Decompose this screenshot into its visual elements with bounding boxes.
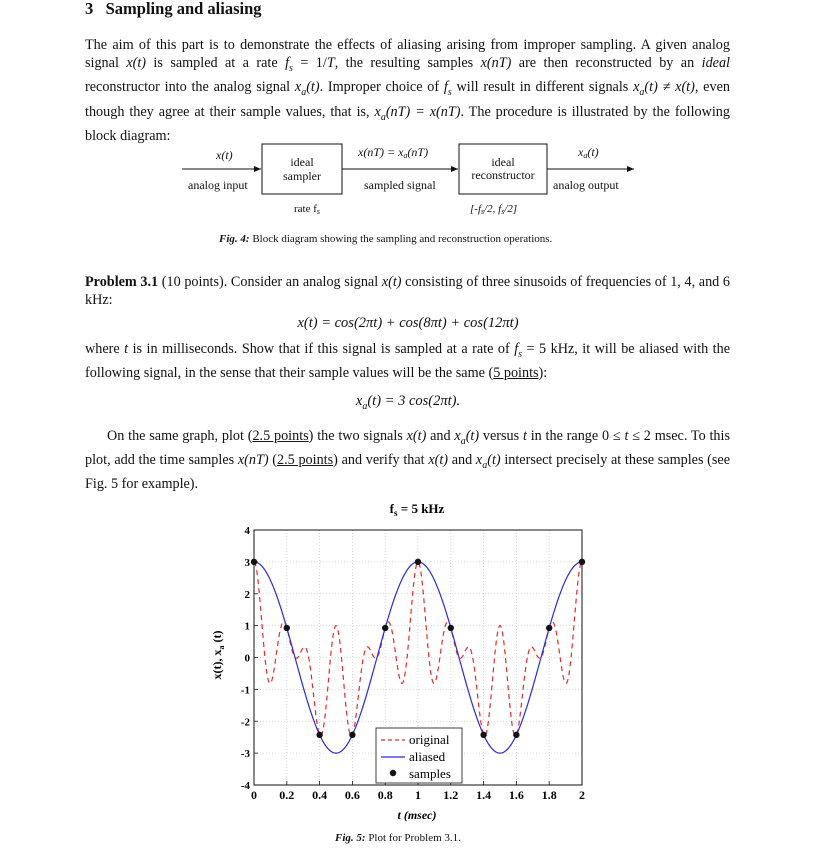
sample-point (546, 625, 552, 631)
aliasing-plot (190, 495, 610, 830)
section-title: Sampling and aliasing (105, 0, 262, 18)
y-tick-label: 2 (244, 588, 250, 601)
x-tick-label: 1.8 (541, 788, 557, 802)
x-tick-label: 0.8 (377, 788, 393, 802)
chart-title: $f_s = 5$ kHz (389, 501, 445, 518)
y-tick-label: 3 (244, 556, 250, 569)
band-label: [-fs/2, fs/2] (470, 203, 518, 216)
chart-legend (376, 728, 462, 783)
y-tick-label: 0 (244, 652, 250, 665)
x-tick-label: 0 (251, 788, 257, 802)
sample-point (480, 732, 486, 738)
x-axis-label: t (msec) (397, 808, 437, 822)
sample-point (448, 625, 454, 631)
output-label: analog output (553, 178, 619, 192)
sample-point (284, 625, 290, 631)
problem-paragraph: Problem 3.1 (10 points). Consider an analog signal x(t) consisting of three sinusoids of frequencies of 1, 4, and 6 kHz: (85, 274, 730, 309)
block-diagram (180, 138, 640, 218)
x-tick-label: 0.2 (279, 788, 295, 802)
fig4-caption: Fig. 4: Block diagram showing the sampling and reconstruction operations. (219, 233, 553, 245)
legend-samples-swatch (390, 770, 396, 776)
sampler-line1: ideal (290, 155, 314, 169)
y-tick-label: 1 (244, 620, 250, 633)
legend-samples-label: samples (409, 766, 451, 781)
x-tick-label: 1.6 (508, 788, 524, 802)
y-tick-label: -2 (240, 716, 250, 729)
x-tick-label: 1 (415, 788, 421, 802)
x-tick-label: 0.6 (344, 788, 360, 802)
legend-original-label: original (409, 732, 450, 747)
chart-samples (251, 559, 585, 738)
reconstructor-line1: ideal (491, 155, 515, 169)
reconstructor-line2: reconstructor (471, 168, 535, 182)
sample-point (316, 732, 322, 738)
sampler-line2: sampler (283, 169, 321, 183)
y-axis-label: x(t), $x_a$ (t) (210, 630, 226, 680)
rate-label: rate fs (294, 203, 321, 216)
legend-aliased-label: aliased (409, 749, 446, 764)
problem-paragraph-3: On the same graph, plot (2.5 points) the two signals x(t) and $x_a(t)$ versus t in the range 0 ≤ t ≤ 2 msec. To this plot, add the time samples x(nT) (2.5 points) and verify that x(t) and $x_a(t)$ intersect precisely at these samples (see Fig. 5 for example). (85, 428, 731, 493)
x-tick-label: 1.4 (476, 788, 492, 802)
x-tick-label: 1.2 (443, 788, 459, 802)
sampled-label: sampled signal (364, 178, 436, 192)
y-tick-label: -1 (240, 684, 250, 697)
y-tick-label: -4 (240, 780, 250, 792)
problem-paragraph-2: where t is in milliseconds. Show that if this signal is sampled at a rate of $f_s = 5$ kHz, it will be aliased with the following signal, in the sense that their sample values will be the same (5 points): (85, 341, 730, 382)
section-number: 3 (85, 0, 94, 18)
fig5-caption: Fig. 5: Plot for Problem 3.1. (335, 832, 461, 844)
input-label: analog input (188, 178, 248, 192)
sampled-signal-label: x(nT) = xa(nT) (358, 145, 429, 160)
equation-signal: x(t) = cos(2πt) + cos(8πt) + cos(12πt) (297, 315, 519, 331)
equation-aliased: $x_a(t) = 3$ cos(2πt). (355, 393, 461, 412)
input-signal-label: x(t) (216, 148, 233, 162)
sample-point (382, 625, 388, 631)
x-tick-label: 0.4 (312, 788, 328, 802)
output-signal-label: xa(t) (578, 145, 599, 160)
y-tick-label: 4 (244, 525, 250, 537)
intro-paragraph: The aim of this part is to demonstrate the effects of aliasing arising from improper sampling. A given analog signal x(t) is sampled at a rate $f_s = 1/T$, the resulting samples x(nT) are then reconstructed by an ideal reconstructor into the analog signal $x_a(t)$. Improper choice of $f_s$ will result in different signals $x_a(t) \ne x(t)$, even though they agree at their sample values, that is, $x_a(nT) = x(nT)$. The procedure is illustrated by the following block diagram: (85, 37, 730, 144)
problem-label: Problem 3.1 (85, 274, 159, 290)
sample-point (513, 732, 519, 738)
y-tick-label: -3 (240, 748, 250, 761)
x-tick-label: 2 (579, 788, 585, 802)
sample-point (415, 559, 421, 565)
sample-point (349, 732, 355, 738)
section-heading (85, 0, 262, 19)
